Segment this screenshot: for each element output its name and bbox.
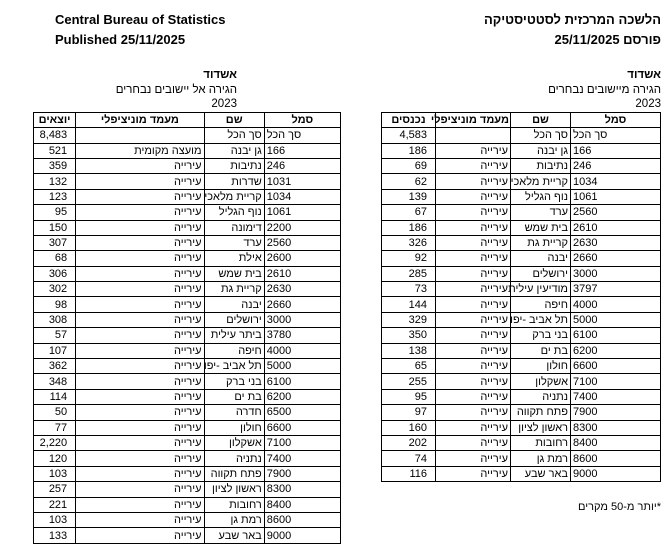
code-cell: 7100 bbox=[571, 374, 661, 389]
status-cell: עירייה bbox=[76, 328, 204, 343]
code-cell: 6200 bbox=[571, 343, 661, 358]
name-cell: דימונה bbox=[204, 220, 264, 235]
code-cell: 7900 bbox=[571, 405, 661, 420]
table-row bbox=[382, 128, 661, 143]
header-english bbox=[55, 10, 226, 49]
status-cell: עירייה bbox=[436, 282, 511, 297]
name-cell: נתיבות bbox=[511, 158, 571, 173]
table-row bbox=[34, 189, 341, 204]
status-cell: עירייה bbox=[436, 420, 511, 435]
status-cell: עירייה bbox=[76, 451, 204, 466]
count-cell: 2,220 bbox=[34, 435, 76, 450]
name-cell: רמת גן bbox=[204, 512, 264, 527]
code-cell: 2630 bbox=[264, 282, 340, 297]
status-cell: עירייה bbox=[76, 528, 204, 543]
status-cell: עירייה bbox=[76, 312, 204, 327]
count-cell: 326 bbox=[382, 235, 436, 250]
code-cell: 7900 bbox=[264, 466, 340, 481]
count-cell: 57 bbox=[34, 328, 76, 343]
table-subtitle: הגירה מיישובים נבחרים bbox=[548, 83, 661, 96]
status-cell: עירייה bbox=[76, 251, 204, 266]
table-row bbox=[34, 512, 341, 527]
name-cell: בני ברק bbox=[511, 328, 571, 343]
status-cell: מועצה מקומית bbox=[76, 143, 204, 158]
col-header-code: סמל bbox=[264, 112, 340, 127]
count-cell: 302 bbox=[34, 282, 76, 297]
status-cell bbox=[76, 128, 204, 143]
name-cell: פתח תקווה bbox=[204, 466, 264, 481]
name-cell: קריית מלאכי bbox=[511, 174, 571, 189]
table-row bbox=[382, 158, 661, 173]
name-cell: פתח תקווה bbox=[511, 405, 571, 420]
table-row bbox=[34, 389, 341, 404]
count-cell: 62 bbox=[382, 174, 436, 189]
count-cell: 132 bbox=[34, 174, 76, 189]
table-row bbox=[382, 389, 661, 404]
status-cell: עירייה bbox=[436, 251, 511, 266]
code-cell: 6600 bbox=[264, 420, 340, 435]
count-cell: 186 bbox=[382, 143, 436, 158]
status-cell: עירייה bbox=[76, 466, 204, 481]
code-cell: 8400 bbox=[264, 497, 340, 512]
code-cell: 4000 bbox=[264, 343, 340, 358]
status-cell: עירייה bbox=[76, 374, 204, 389]
name-cell: קריית גת bbox=[204, 282, 264, 297]
count-cell: 97 bbox=[382, 405, 436, 420]
count-cell: 329 bbox=[382, 312, 436, 327]
count-cell: 133 bbox=[34, 528, 76, 543]
name-cell: ערד bbox=[204, 235, 264, 250]
code-cell: 1034 bbox=[571, 174, 661, 189]
name-cell: יבנה bbox=[204, 297, 264, 312]
code-cell: 4000 bbox=[571, 297, 661, 312]
code-cell: 2610 bbox=[571, 220, 661, 235]
footnote: *יותר מ-50 מקרים bbox=[578, 501, 661, 514]
count-cell: 139 bbox=[382, 189, 436, 204]
code-cell: 1034 bbox=[264, 189, 340, 204]
org-name-en: Central Bureau of Statistics bbox=[55, 12, 226, 27]
table-row bbox=[382, 405, 661, 420]
name-cell: בית שמש bbox=[511, 220, 571, 235]
table-row bbox=[382, 297, 661, 312]
name-cell: נוף הגליל bbox=[204, 205, 264, 220]
name-cell: שדרות bbox=[204, 174, 264, 189]
count-cell: 114 bbox=[34, 389, 76, 404]
publish-date-he: פורסם 25/11/2025 bbox=[554, 31, 661, 47]
code-cell: 1061 bbox=[571, 189, 661, 204]
status-cell: עירייה bbox=[436, 189, 511, 204]
code-cell: 1061 bbox=[264, 205, 340, 220]
status-cell: עירייה bbox=[76, 220, 204, 235]
in-migration-table bbox=[381, 112, 661, 482]
status-cell: עירייה bbox=[76, 420, 204, 435]
count-cell: 257 bbox=[34, 482, 76, 497]
count-cell: 50 bbox=[34, 405, 76, 420]
code-cell: 246 bbox=[264, 158, 340, 173]
status-cell: עירייה bbox=[76, 189, 204, 204]
table-row bbox=[382, 343, 661, 358]
table-row bbox=[34, 343, 341, 358]
name-cell: נתיבות bbox=[204, 158, 264, 173]
code-cell: 2600 bbox=[264, 251, 340, 266]
col-header-status: מעמד מוניציפלי bbox=[430, 113, 509, 126]
name-cell: באר שבע bbox=[511, 466, 571, 481]
table-row bbox=[34, 312, 341, 327]
count-cell: 68 bbox=[34, 251, 76, 266]
name-cell: גן יבנה bbox=[204, 143, 264, 158]
status-cell: עירייה bbox=[76, 343, 204, 358]
table-row bbox=[382, 220, 661, 235]
table-row bbox=[34, 174, 341, 189]
code-cell: 3000 bbox=[264, 312, 340, 327]
out-table-titles bbox=[33, 68, 341, 112]
code-cell: 8400 bbox=[571, 435, 661, 450]
count-cell: 138 bbox=[382, 343, 436, 358]
in-table-titles bbox=[381, 68, 661, 112]
header-hebrew bbox=[484, 10, 661, 49]
header-row bbox=[382, 112, 661, 127]
count-cell: 95 bbox=[34, 205, 76, 220]
count-cell: 202 bbox=[382, 435, 436, 450]
table-row bbox=[34, 143, 341, 158]
org-name-he: הלשכה המרכזית לסטטיסטיקה bbox=[483, 12, 661, 27]
table-row bbox=[34, 328, 341, 343]
name-cell: בני ברק bbox=[204, 374, 264, 389]
in-table-body bbox=[382, 128, 661, 482]
code-cell: 166 bbox=[571, 143, 661, 158]
status-cell: עירייה bbox=[436, 389, 511, 404]
count-cell: 521 bbox=[34, 143, 76, 158]
table-row bbox=[34, 205, 341, 220]
name-cell: ראשון לציון bbox=[204, 482, 264, 497]
count-cell: 107 bbox=[34, 343, 76, 358]
status-cell: עירייה bbox=[76, 497, 204, 512]
city-title: אשדוד bbox=[203, 69, 237, 81]
table-row bbox=[382, 312, 661, 327]
table-row bbox=[34, 220, 341, 235]
count-cell: 98 bbox=[34, 297, 76, 312]
name-cell: תל אביב -יפו bbox=[511, 312, 571, 327]
name-cell: סך הכל bbox=[204, 128, 264, 143]
name-cell: קריית מלאכי bbox=[204, 189, 264, 204]
code-cell: 5000 bbox=[571, 312, 661, 327]
name-cell: נתניה bbox=[204, 451, 264, 466]
table-row bbox=[382, 328, 661, 343]
name-cell: חולון bbox=[204, 420, 264, 435]
name-cell: רחובות bbox=[204, 497, 264, 512]
table-row bbox=[34, 528, 341, 543]
status-cell: עירייה bbox=[436, 343, 511, 358]
name-cell: בית שמש bbox=[204, 266, 264, 281]
code-cell: 8600 bbox=[264, 512, 340, 527]
col-header-count: יוצאים bbox=[34, 112, 76, 127]
status-cell: עירייה bbox=[76, 405, 204, 420]
status-cell: עירייה bbox=[436, 220, 511, 235]
count-cell: 8,483 bbox=[34, 128, 76, 143]
name-cell: ירושלים bbox=[204, 312, 264, 327]
status-cell: עירייה bbox=[436, 435, 511, 450]
in-migration-section bbox=[381, 68, 661, 513]
count-cell: 255 bbox=[382, 374, 436, 389]
status-cell: עירייה bbox=[76, 297, 204, 312]
code-cell: 7400 bbox=[571, 389, 661, 404]
status-cell: עירייה bbox=[436, 328, 511, 343]
status-cell: עירייה bbox=[76, 158, 204, 173]
table-year: 2023 bbox=[211, 98, 237, 111]
code-cell: 1031 bbox=[264, 174, 340, 189]
name-cell: באר שבע bbox=[204, 528, 264, 543]
count-cell: 4,583 bbox=[382, 128, 436, 143]
name-cell: חדרה bbox=[204, 405, 264, 420]
status-cell: עירייה bbox=[76, 282, 204, 297]
code-cell: 2660 bbox=[571, 251, 661, 266]
count-cell: 221 bbox=[34, 497, 76, 512]
name-cell: רמת גן bbox=[511, 451, 571, 466]
code-cell: 5000 bbox=[264, 359, 340, 374]
name-cell: בת ים bbox=[511, 343, 571, 358]
table-subtitle: הגירה אל יישובים נבחרים bbox=[115, 83, 237, 96]
table-row bbox=[382, 174, 661, 189]
code-cell: 2630 bbox=[571, 235, 661, 250]
status-cell: עירייה bbox=[436, 451, 511, 466]
table-row bbox=[382, 189, 661, 204]
col-header-status: מעמד מוניציפלי bbox=[76, 112, 204, 127]
col-header-count: נכנסים bbox=[382, 112, 436, 127]
count-cell: 285 bbox=[382, 266, 436, 281]
table-row bbox=[34, 420, 341, 435]
table-row bbox=[34, 374, 341, 389]
count-cell: 186 bbox=[382, 220, 436, 235]
status-cell: עירייה bbox=[76, 174, 204, 189]
header-row bbox=[34, 112, 341, 127]
col-header-name: שם bbox=[511, 112, 571, 127]
status-cell: עירייה bbox=[76, 512, 204, 527]
table-row bbox=[34, 451, 341, 466]
count-cell: 116 bbox=[382, 466, 436, 481]
status-cell: עירייה bbox=[76, 266, 204, 281]
count-cell: 77 bbox=[34, 420, 76, 435]
name-cell: נתניה bbox=[511, 389, 571, 404]
table-row bbox=[382, 205, 661, 220]
table-row bbox=[34, 235, 341, 250]
count-cell: 307 bbox=[34, 235, 76, 250]
name-cell: אשקלון bbox=[204, 435, 264, 450]
status-cell: עירייה bbox=[76, 389, 204, 404]
table-year: 2023 bbox=[635, 98, 661, 111]
name-cell: חיפה bbox=[204, 343, 264, 358]
code-cell: 166 bbox=[264, 143, 340, 158]
status-cell: עירייה bbox=[436, 158, 511, 173]
count-cell: 123 bbox=[34, 189, 76, 204]
table-row bbox=[34, 405, 341, 420]
table-row bbox=[34, 482, 341, 497]
status-cell: עירייה bbox=[436, 205, 511, 220]
status-cell: עירייה bbox=[76, 482, 204, 497]
status-cell: עירייה bbox=[436, 405, 511, 420]
status-cell: עירייה bbox=[436, 174, 511, 189]
count-cell: 120 bbox=[34, 451, 76, 466]
status-cell: עירייה bbox=[436, 235, 511, 250]
name-cell: ראשון לציון bbox=[511, 420, 571, 435]
count-cell: 65 bbox=[382, 359, 436, 374]
count-cell: 144 bbox=[382, 297, 436, 312]
count-cell: 308 bbox=[34, 312, 76, 327]
table-row bbox=[34, 497, 341, 512]
code-cell: 3780 bbox=[264, 328, 340, 343]
code-cell: 6200 bbox=[264, 389, 340, 404]
name-cell: ירושלים bbox=[511, 266, 571, 281]
code-cell: 6500 bbox=[264, 405, 340, 420]
code-cell: סך הכל bbox=[571, 128, 661, 143]
status-cell: עירייה bbox=[436, 312, 511, 327]
code-cell: 246 bbox=[571, 158, 661, 173]
count-cell: 348 bbox=[34, 374, 76, 389]
name-cell: מודיעין עילית bbox=[511, 282, 571, 297]
status-cell: עירייה bbox=[436, 374, 511, 389]
table-row bbox=[382, 466, 661, 481]
code-cell: 3797 bbox=[571, 282, 661, 297]
count-cell: 103 bbox=[34, 512, 76, 527]
out-migration-section bbox=[33, 68, 341, 544]
code-cell: 9000 bbox=[264, 528, 340, 543]
count-cell: 67 bbox=[382, 205, 436, 220]
name-cell: יבנה bbox=[511, 251, 571, 266]
name-cell: נוף הגליל bbox=[511, 189, 571, 204]
table-row bbox=[34, 282, 341, 297]
col-header-name: שם bbox=[204, 112, 264, 127]
code-cell: 6100 bbox=[264, 374, 340, 389]
publish-date-en: Published 25/11/2025 bbox=[55, 31, 186, 47]
status-cell: עירייה bbox=[436, 297, 511, 312]
name-cell: סך הכל bbox=[511, 128, 571, 143]
code-cell: 2660 bbox=[264, 297, 340, 312]
status-cell: עירייה bbox=[76, 235, 204, 250]
code-cell: 6100 bbox=[571, 328, 661, 343]
out-migration-table bbox=[33, 112, 341, 544]
table-row bbox=[382, 282, 661, 297]
status-cell: עירייה bbox=[436, 359, 511, 374]
table-row bbox=[34, 435, 341, 450]
count-cell: 103 bbox=[34, 466, 76, 481]
status-cell bbox=[436, 128, 511, 143]
status-cell: עירייה bbox=[436, 143, 511, 158]
count-cell: 92 bbox=[382, 251, 436, 266]
table-row bbox=[382, 374, 661, 389]
status-cell: עירייה bbox=[76, 205, 204, 220]
table-row bbox=[382, 435, 661, 450]
code-cell: 9000 bbox=[571, 466, 661, 481]
col-header-code: סמל bbox=[571, 112, 661, 127]
name-cell: חולון bbox=[511, 359, 571, 374]
code-cell: 2560 bbox=[264, 235, 340, 250]
name-cell: תל אביב -יפו bbox=[204, 359, 264, 374]
code-cell: 2560 bbox=[571, 205, 661, 220]
status-cell: עירייה bbox=[436, 466, 511, 481]
table-row bbox=[382, 420, 661, 435]
name-cell: בת ים bbox=[204, 389, 264, 404]
code-cell: 8600 bbox=[571, 451, 661, 466]
table-row bbox=[34, 251, 341, 266]
table-row bbox=[382, 235, 661, 250]
table-row bbox=[34, 128, 341, 143]
code-cell: 2200 bbox=[264, 220, 340, 235]
name-cell: אילת bbox=[204, 251, 264, 266]
table-row bbox=[34, 466, 341, 481]
name-cell: רחובות bbox=[511, 435, 571, 450]
code-cell: 6600 bbox=[571, 359, 661, 374]
status-cell: עירייה bbox=[436, 266, 511, 281]
count-cell: 150 bbox=[34, 220, 76, 235]
table-row bbox=[382, 251, 661, 266]
count-cell: 73 bbox=[382, 282, 436, 297]
table-row bbox=[382, 451, 661, 466]
status-cell: עירייה bbox=[76, 435, 204, 450]
name-cell: קריית גת bbox=[511, 235, 571, 250]
name-cell: אשקלון bbox=[511, 374, 571, 389]
code-cell: 7100 bbox=[264, 435, 340, 450]
code-cell: 8300 bbox=[571, 420, 661, 435]
code-cell: 3000 bbox=[571, 266, 661, 281]
code-cell: 2610 bbox=[264, 266, 340, 281]
table-row bbox=[382, 266, 661, 281]
code-cell: 8300 bbox=[264, 482, 340, 497]
name-cell: חיפה bbox=[511, 297, 571, 312]
table-row bbox=[382, 143, 661, 158]
table-row bbox=[34, 266, 341, 281]
count-cell: 160 bbox=[382, 420, 436, 435]
code-cell: 7400 bbox=[264, 451, 340, 466]
name-cell: ערד bbox=[511, 205, 571, 220]
table-row bbox=[34, 359, 341, 374]
code-cell: סך הכל bbox=[264, 128, 340, 143]
count-cell: 306 bbox=[34, 266, 76, 281]
count-cell: 350 bbox=[382, 328, 436, 343]
count-cell: 95 bbox=[382, 389, 436, 404]
out-table-body bbox=[34, 128, 341, 544]
name-cell: גן יבנה bbox=[511, 143, 571, 158]
count-cell: 69 bbox=[382, 158, 436, 173]
status-cell: עירייה bbox=[76, 359, 204, 374]
count-cell: 362 bbox=[34, 359, 76, 374]
table-row bbox=[34, 158, 341, 173]
name-cell: ביתר עילית bbox=[204, 328, 264, 343]
count-cell: 74 bbox=[382, 451, 436, 466]
count-cell: 359 bbox=[34, 158, 76, 173]
table-row bbox=[34, 297, 341, 312]
table-row bbox=[382, 359, 661, 374]
city-title: אשדוד bbox=[627, 69, 661, 81]
